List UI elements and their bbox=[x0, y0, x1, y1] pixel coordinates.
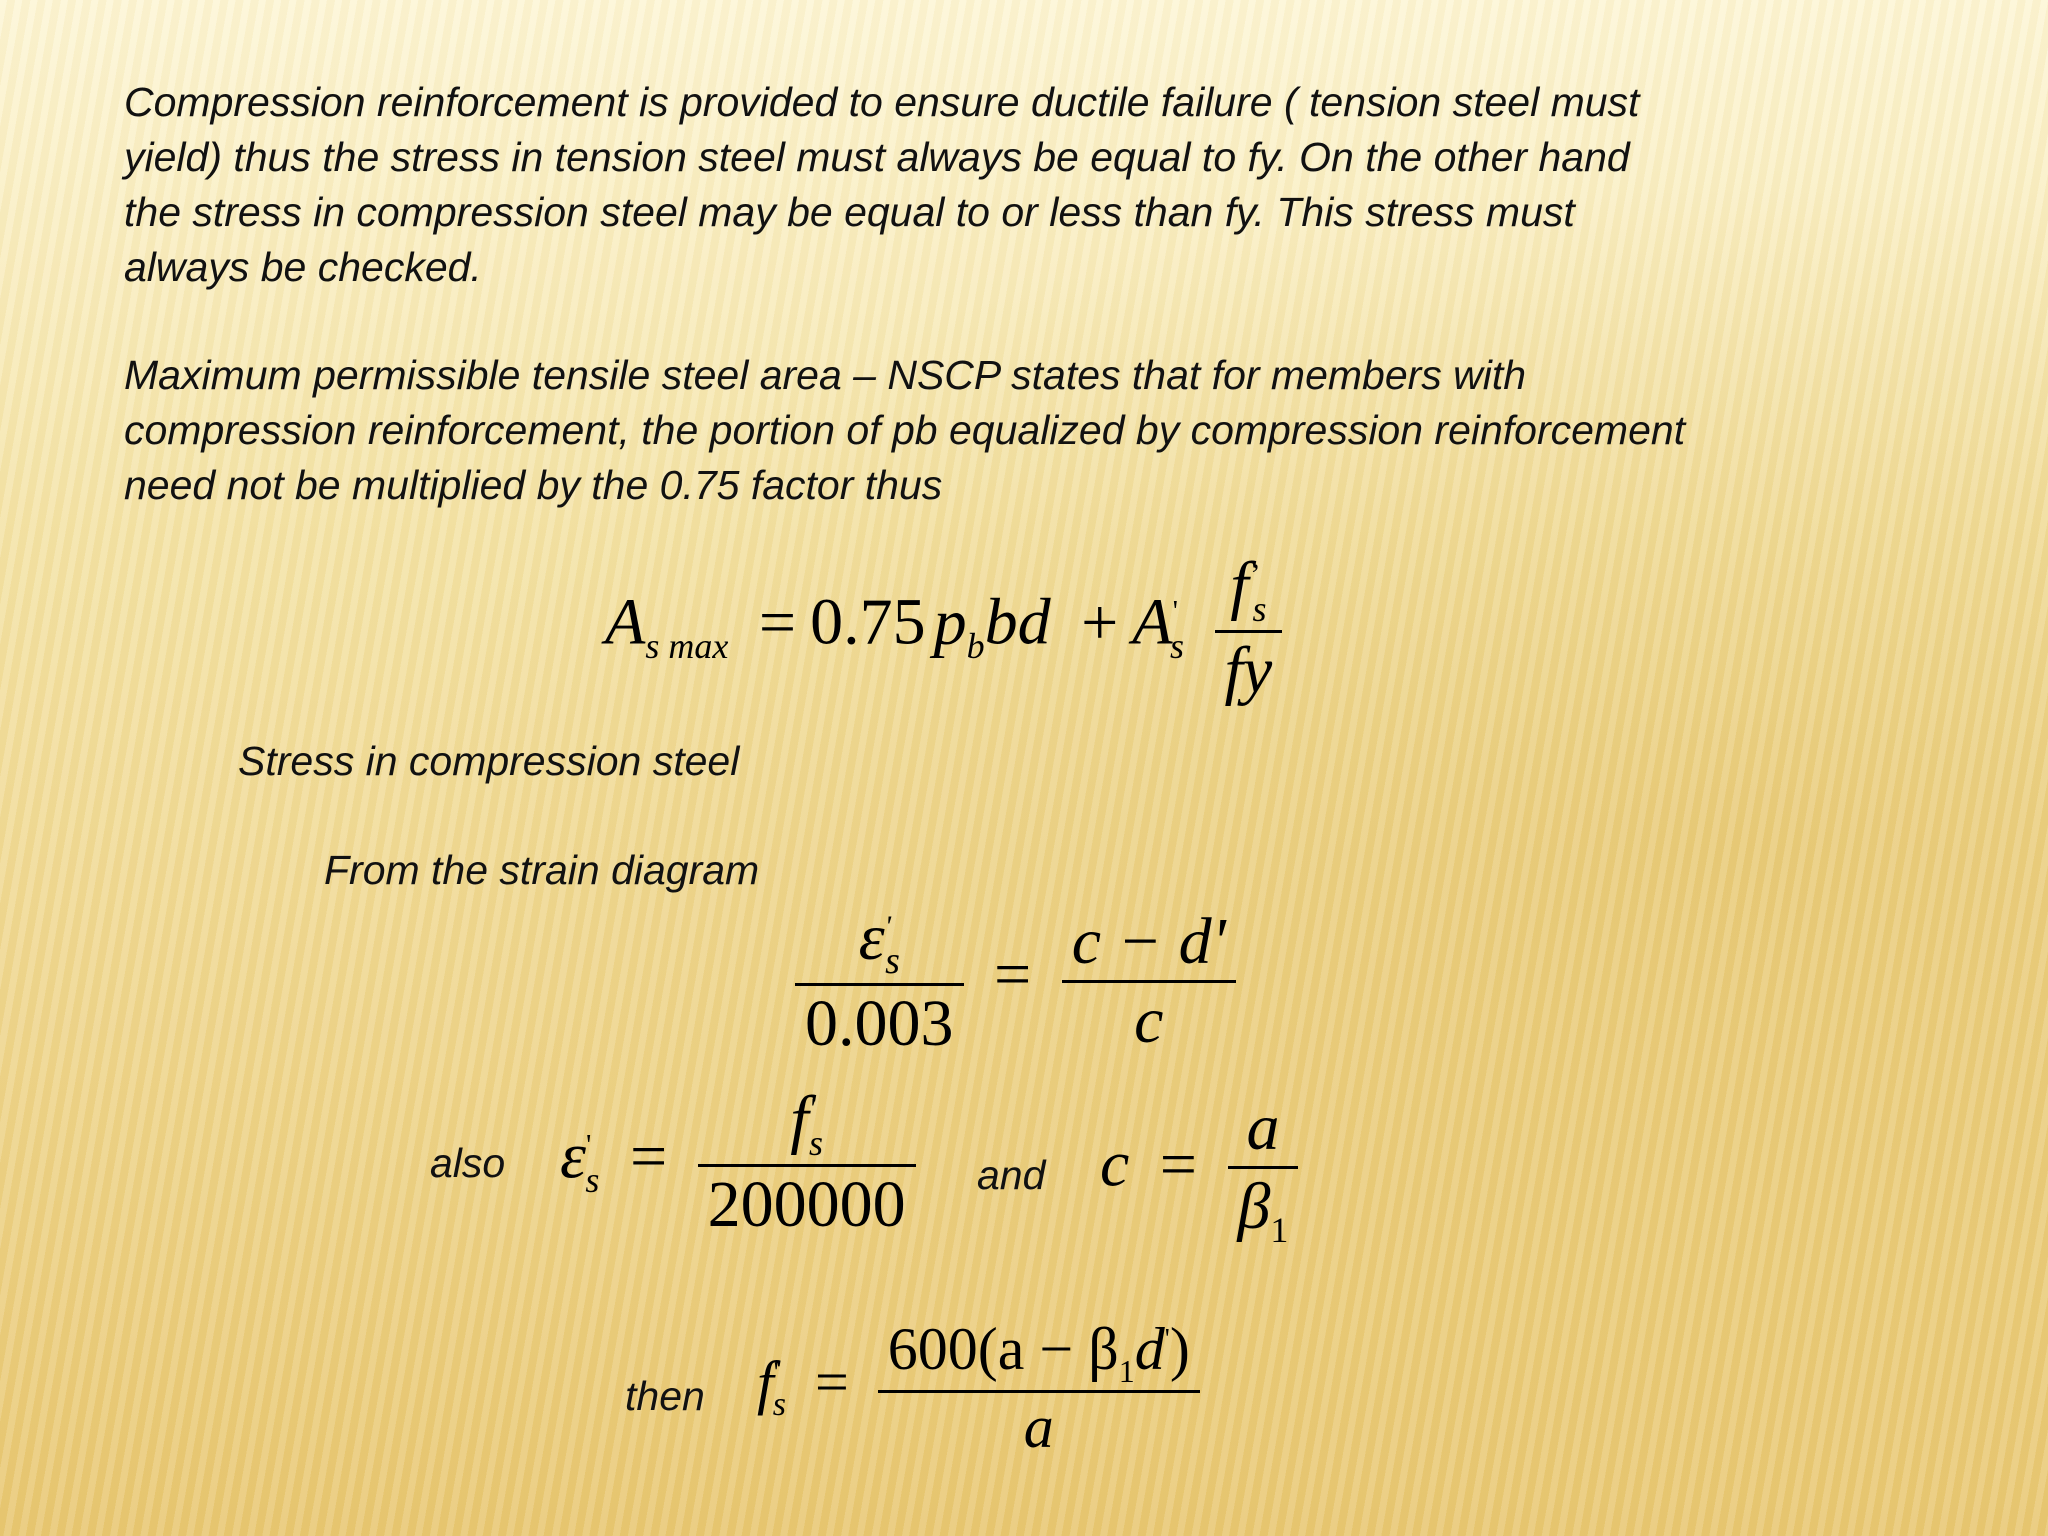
eq4-equals: = bbox=[1159, 1127, 1198, 1201]
eq3-equals: = bbox=[629, 1119, 668, 1193]
eq3-lhs-prime: ' bbox=[586, 1128, 592, 1162]
eq1-num-prime: ’ bbox=[1248, 558, 1259, 591]
eq4-num: a bbox=[1246, 1091, 1280, 1164]
eq2-left-fraction bbox=[795, 900, 964, 1062]
eq1-num-sub: s bbox=[1252, 589, 1267, 630]
and-label: and bbox=[977, 1152, 1046, 1198]
max-steel-area-equation bbox=[605, 548, 1282, 709]
eq1-a: A bbox=[1132, 585, 1173, 659]
strain-stress-equation bbox=[560, 1082, 916, 1243]
stress-heading: Stress in compression steel bbox=[238, 738, 740, 784]
eq5-num-b: d bbox=[1134, 1316, 1165, 1382]
neutral-axis-equation bbox=[1100, 1090, 1298, 1251]
eq3-num-sub: s bbox=[809, 1123, 824, 1164]
eq2-den: 0.003 bbox=[805, 987, 954, 1061]
eq3-den: 200000 bbox=[707, 1168, 906, 1242]
then-label: then bbox=[625, 1373, 705, 1419]
eq1-p-sub: b bbox=[966, 625, 985, 666]
eq4-lhs: c bbox=[1100, 1127, 1130, 1201]
eq2-num: ε bbox=[858, 901, 885, 974]
eq5-num-prime: ' bbox=[1164, 1324, 1170, 1355]
eq3-lhs: ε bbox=[560, 1119, 587, 1193]
eq1-a-prime: ' bbox=[1172, 594, 1179, 628]
strain-diagram-label: From the strain diagram bbox=[324, 847, 760, 893]
eq1-coef: 0.75 bbox=[810, 585, 926, 659]
eq1-den: fy bbox=[1224, 634, 1273, 708]
eq3-fraction bbox=[698, 1082, 916, 1243]
eq1-num: f bbox=[1230, 549, 1249, 622]
also-label: also bbox=[430, 1140, 506, 1186]
eq1-equals: = bbox=[758, 585, 797, 659]
eq5-equals: = bbox=[814, 1349, 849, 1416]
max-steel-paragraph: Maximum permissible tensile steel area – NSCP states that for members with compression reinforcement, the portion of pb equalized by compression reinforcement need not be multiplied by the 0.75 factor thus bbox=[124, 352, 1686, 508]
eq2-equals: = bbox=[994, 938, 1032, 1012]
eq2-right-fraction bbox=[1062, 904, 1236, 1059]
eq3-num: f bbox=[790, 1083, 809, 1156]
eq2-rnum: c − d' bbox=[1071, 904, 1226, 978]
eq4-fraction bbox=[1228, 1090, 1299, 1251]
eq1-lhs-sub: s max bbox=[645, 625, 729, 666]
eq2-num-prime: ' bbox=[884, 910, 892, 943]
eq5-fraction bbox=[878, 1315, 1200, 1462]
eq1-plus: + bbox=[1081, 585, 1119, 659]
strain-compatibility-equation bbox=[795, 900, 1236, 1062]
eq1-lhs: A bbox=[605, 585, 646, 659]
compression-stress-equation bbox=[757, 1315, 1200, 1462]
eq5-den: a bbox=[1023, 1394, 1054, 1460]
eq1-fraction bbox=[1215, 548, 1283, 709]
eq1-a-sub: s bbox=[1170, 625, 1185, 666]
intro-paragraph: Compression reinforcement is provided to ensure ductile failure ( tension steel must yield) thus the stress in tension steel must always be equal to fy. On the other hand the stress in compression steel may be equal to or less than fy. This stress must always be checked. bbox=[124, 79, 1640, 290]
eq3-num-prime: ' bbox=[808, 1092, 816, 1125]
eq2-num-sub: s bbox=[885, 940, 900, 983]
eq4-den: β bbox=[1237, 1170, 1271, 1243]
eq1-bd: bd bbox=[984, 585, 1051, 659]
eq5-num-sub: 1 bbox=[1118, 1353, 1135, 1389]
eq1-p: p bbox=[933, 585, 967, 659]
eq5-num-a: 600(a − β bbox=[887, 1316, 1119, 1382]
eq3-lhs-sub: s bbox=[585, 1159, 600, 1200]
eq5-lhs-prime: ' bbox=[773, 1357, 779, 1389]
eq4-den-sub: 1 bbox=[1270, 1210, 1289, 1251]
eq2-rden: c bbox=[1134, 983, 1164, 1057]
eq5-lhs: f bbox=[757, 1349, 774, 1416]
eq5-lhs-sub: s bbox=[772, 1386, 786, 1424]
eq5-num-c: ) bbox=[1169, 1316, 1190, 1382]
